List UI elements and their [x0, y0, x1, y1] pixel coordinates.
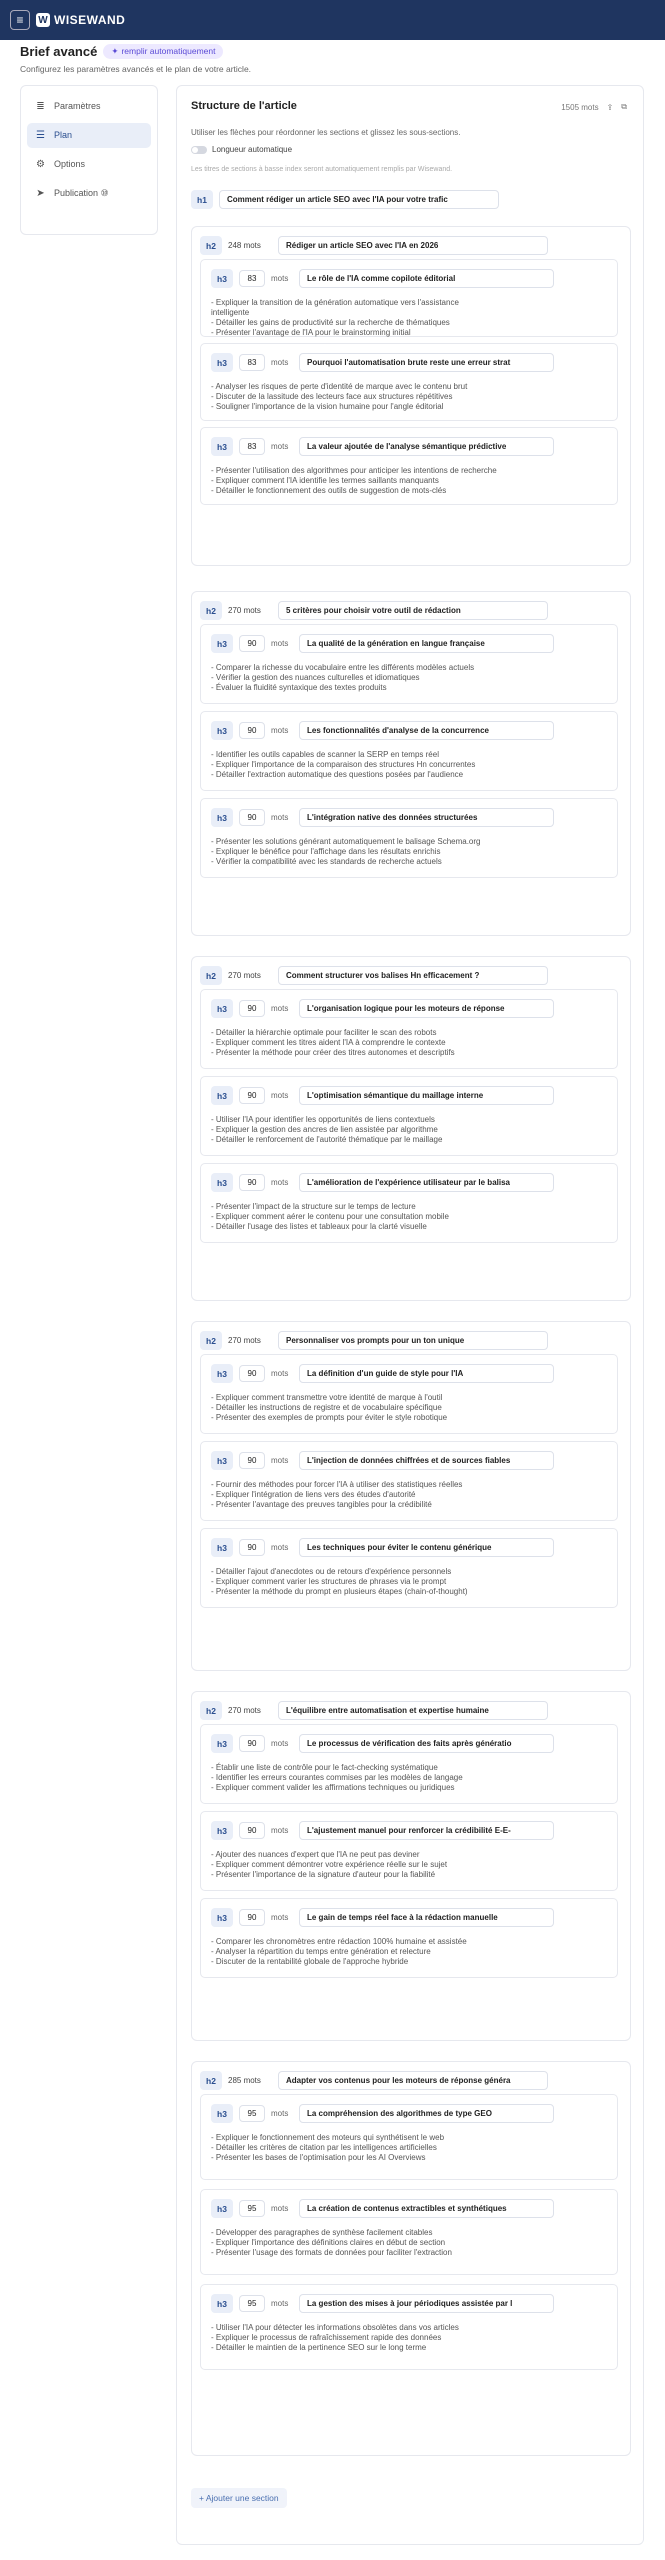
h3-row — [211, 353, 554, 372]
h3-title-input[interactable]: L'optimisation sémantique du maillage interne — [299, 1086, 554, 1105]
h3-subsection — [200, 259, 618, 337]
h2-word-count: 285 mots — [228, 2076, 261, 2085]
bullet-item: - Identifier les erreurs courantes commises par les modèles de langage — [211, 1773, 463, 1782]
h1-row — [191, 190, 499, 209]
h2-tag: h2 — [200, 966, 222, 985]
word-count-input[interactable]: 90 — [239, 809, 265, 826]
h3-tag: h3 — [211, 1734, 233, 1753]
h3-title-input[interactable]: Les techniques pour éviter le contenu générique — [299, 1538, 554, 1557]
auto-fill-button[interactable] — [103, 44, 223, 59]
mots-label: mots — [271, 1456, 289, 1465]
h3-row — [211, 634, 554, 653]
bullet-list — [211, 1763, 609, 1793]
bullet-list — [211, 2228, 609, 2258]
mots-label: mots — [271, 813, 289, 822]
h3-title-input[interactable]: Les fonctionnalités d'analyse de la concurrence — [299, 721, 554, 740]
h2-word-count: 270 mots — [228, 971, 261, 980]
bullet-item: - Détailler la hiérarchie optimale pour faciliter le scan des robots — [211, 1028, 437, 1037]
sidebar-item-label: Publication ⑩ — [54, 188, 109, 198]
h3-row — [211, 1908, 554, 1927]
word-count-input[interactable]: 90 — [239, 1735, 265, 1752]
word-count-input[interactable]: 95 — [239, 2105, 265, 2122]
h3-subsection — [200, 1898, 618, 1978]
bullet-item: - Expliquer comment les titres aident l'IA à comprendre le contexte — [211, 1038, 446, 1047]
sidebar-item-label: Options — [54, 159, 86, 169]
bullet-item: - Discuter de la rentabilité globale de l'approche hybride — [211, 1957, 409, 1966]
h3-title-input[interactable]: La qualité de la génération en langue française — [299, 634, 554, 653]
h3-row — [211, 269, 554, 288]
h2-row — [200, 1331, 548, 1350]
h3-title-input[interactable]: Pourquoi l'automatisation brute reste une erreur strat — [299, 353, 554, 372]
h3-tag: h3 — [211, 808, 233, 827]
h3-row — [211, 1538, 554, 1557]
h3-title-input[interactable]: L'organisation logique pour les moteurs de réponse — [299, 999, 554, 1018]
bullet-item: - Présenter la méthode du prompt en plusieurs étapes (chain-of-thought) — [211, 1587, 468, 1596]
page-title: Brief avancé — [20, 43, 98, 59]
h2-title-input[interactable]: Comment structurer vos balises Hn efficacement ? — [278, 966, 548, 985]
bullet-item: - Utiliser l'IA pour détecter les informations obsolètes dans vos articles — [211, 2323, 459, 2332]
h3-subsection — [200, 1076, 618, 1156]
h3-subsection — [200, 343, 618, 421]
h2-word-count: 270 mots — [228, 1336, 261, 1345]
h2-title-input[interactable]: Adapter vos contenus pour les moteurs de réponse généra — [278, 2071, 548, 2090]
h3-subsection — [200, 2284, 618, 2370]
bullet-item: - Analyser les risques de perte d'identité de marque avec le contenu brut — [211, 382, 468, 391]
send-icon: ➤ — [36, 188, 45, 199]
sidebar-item-label: Paramètres — [54, 101, 101, 111]
word-count-input[interactable]: 90 — [239, 635, 265, 652]
h3-row — [211, 2294, 554, 2313]
h2-section — [191, 226, 631, 566]
h2-row — [200, 236, 548, 255]
bullet-item: - Détailler les gains de productivité sur la recherche de thématiques — [211, 318, 450, 327]
h3-tag: h3 — [211, 1538, 233, 1557]
h3-tag: h3 — [211, 2294, 233, 2313]
bullet-list — [211, 1567, 609, 1597]
copy-icon[interactable]: ⧉ — [621, 102, 627, 111]
bullet-list — [211, 1850, 609, 1880]
mots-label: mots — [271, 2109, 289, 2118]
bullet-item: - Vérifier la compatibilité avec les standards de recherche actuels — [211, 857, 442, 866]
structure-subtitle: Utiliser les flèches pour réordonner les sections et glissez les sous-sections. — [191, 128, 461, 137]
bullet-item: - Établir une liste de contrôle pour le fact-checking systématique — [211, 1763, 438, 1772]
h2-section — [191, 1321, 631, 1671]
bullet-item: - Vérifier la gestion des nuances culturelles et idiomatiques — [211, 673, 420, 682]
bullet-item: - Détailler l'extraction automatique des questions posées par l'audience — [211, 770, 464, 779]
bullet-item: - Expliquer comment aérer le contenu pour une consultation mobile — [211, 1212, 449, 1221]
h3-tag: h3 — [211, 999, 233, 1018]
brand-name: WISEWAND — [54, 13, 126, 27]
bullet-item: - Détailler le fonctionnement des outils de suggestion de mots-clés — [211, 486, 447, 495]
bullet-list — [211, 1393, 609, 1423]
word-count-value: 1505 mots — [561, 102, 599, 112]
h3-subsection — [200, 1528, 618, 1608]
word-count-input[interactable]: 90 — [239, 1365, 265, 1382]
h3-tag: h3 — [211, 1908, 233, 1927]
h2-section — [191, 956, 631, 1301]
h3-tag: h3 — [211, 721, 233, 740]
bullet-item: - Détailler les instructions de registre et de vocabulaire spécifique — [211, 1403, 442, 1412]
h2-section — [191, 1691, 631, 2041]
bullet-item: - Expliquer comment démontrer votre expérience réelle sur le sujet — [211, 1860, 448, 1869]
mots-label: mots — [271, 639, 289, 648]
h3-tag: h3 — [211, 2104, 233, 2123]
toggle-label: Longueur automatique — [212, 145, 293, 154]
structure-note: Les titres de sections à basse index seront automatiquement remplis par Wisewand. — [191, 166, 453, 173]
h2-title-input[interactable]: Personnaliser vos prompts pour un ton unique — [278, 1331, 548, 1350]
h3-title-input[interactable]: Le gain de temps réel face à la rédaction manuelle — [299, 1908, 554, 1927]
sidebar-item-publication[interactable] — [27, 181, 151, 206]
h3-title-input[interactable]: Le processus de vérification des faits après génératio — [299, 1734, 554, 1753]
mots-label: mots — [271, 1369, 289, 1378]
structure-panel — [176, 85, 644, 2545]
h3-tag: h3 — [211, 2199, 233, 2218]
bullet-list — [211, 1115, 609, 1145]
h3-title-input[interactable]: L'injection de données chiffrées et de sources fiables — [299, 1451, 554, 1470]
structure-title: Structure de l'article — [191, 100, 297, 112]
bullet-item: - Expliquer le processus de rafraîchissement rapide des données — [211, 2333, 442, 2342]
h3-row — [211, 1364, 554, 1383]
h3-tag: h3 — [211, 1086, 233, 1105]
mots-label: mots — [271, 1913, 289, 1922]
word-count-input[interactable]: 90 — [239, 1000, 265, 1017]
bullet-list — [211, 466, 609, 496]
bullet-item: - Présenter la méthode pour créer des titres autonomes et descriptifs — [211, 1048, 455, 1057]
bullet-item: - Utiliser l'IA pour identifier les opportunités de liens contextuels — [211, 1115, 435, 1124]
bullet-item: - Évaluer la fluidité syntaxique des textes produits — [211, 683, 387, 692]
h3-tag: h3 — [211, 1451, 233, 1470]
bullet-list — [211, 1202, 609, 1232]
h3-subsection — [200, 2189, 618, 2275]
auto-length-toggle[interactable] — [191, 145, 292, 154]
bullet-item: - Expliquer comment valider les affirmations techniques ou juridiques — [211, 1783, 455, 1792]
bullet-list — [211, 1480, 609, 1510]
h3-tag: h3 — [211, 353, 233, 372]
bullet-item: - Analyser la répartition du temps entre génération et relecture — [211, 1947, 431, 1956]
bullet-item: - Expliquer la transition de la génération automatique vers l'assistance — [211, 298, 459, 307]
h3-row — [211, 808, 554, 827]
h2-title-input[interactable]: 5 critères pour choisir votre outil de rédaction — [278, 601, 548, 620]
h3-title-input[interactable]: L'ajustement manuel pour renforcer la crédibilité E-E- — [299, 1821, 554, 1840]
h2-row — [200, 2071, 548, 2090]
bullet-item: - Présenter l'avantage de l'IA pour le brainstorming initial — [211, 328, 411, 337]
word-count-input[interactable]: 95 — [239, 2295, 265, 2312]
h2-tag: h2 — [200, 1701, 222, 1720]
export-icon[interactable]: ⇪ — [606, 102, 614, 112]
h3-row — [211, 1086, 554, 1105]
page-subtitle: Configurez les paramètres avancés et le plan de votre article. — [20, 64, 252, 74]
word-count-input[interactable]: 83 — [239, 270, 265, 287]
sliders-icon: ≣ — [36, 101, 45, 112]
h3-title-input[interactable]: L'amélioration de l'expérience utilisateur par le balisa — [299, 1173, 554, 1192]
bullet-item: - Présenter l'impact de la structure sur le temps de lecture — [211, 1202, 416, 1211]
h2-row — [200, 966, 548, 985]
mots-label: mots — [271, 726, 289, 735]
bullet-item: - Détailler le maintien de la pertinence SEO sur le long terme — [211, 2343, 427, 2352]
word-count-input[interactable]: 83 — [239, 438, 265, 455]
h2-section — [191, 591, 631, 936]
h2-title-input[interactable]: Rédiger un article SEO avec l'IA en 2026 — [278, 236, 548, 255]
mots-label: mots — [271, 442, 289, 451]
h3-row — [211, 999, 554, 1018]
h2-row — [200, 601, 548, 620]
h2-word-count: 248 mots — [228, 241, 261, 250]
h3-subsection — [200, 798, 618, 878]
h3-subsection — [200, 624, 618, 704]
h3-title-input[interactable]: La création de contenus extractibles et synthétiques — [299, 2199, 554, 2218]
sidebar-item-options[interactable] — [27, 152, 151, 177]
h3-title-input[interactable]: La compréhension des algorithmes de type GEO — [299, 2104, 554, 2123]
bullet-item: - Expliquer la gestion des ancres de lien assistée par algorithme — [211, 1125, 438, 1134]
bullet-item: - Développer des paragraphes de synthèse facilement citables — [211, 2228, 433, 2237]
list-icon: ☰ — [36, 130, 45, 141]
h3-title-input[interactable]: Le rôle de l'IA comme copilote éditorial — [299, 269, 554, 288]
bullet-item: - Comparer les chronomètres entre rédaction 100% humaine et assistée — [211, 1937, 467, 1946]
h3-subsection — [200, 427, 618, 505]
bullet-list — [211, 837, 609, 867]
bullet-item: - Présenter l'utilisation des algorithmes pour anticiper les intentions de recherche — [211, 466, 497, 475]
h2-tag: h2 — [200, 1331, 222, 1350]
h3-subsection — [200, 1441, 618, 1521]
logo-icon: W — [36, 13, 50, 27]
mots-label: mots — [271, 1178, 289, 1187]
word-count-input[interactable]: 83 — [239, 354, 265, 371]
mots-label: mots — [271, 1543, 289, 1552]
bullet-item: - Comparer la richesse du vocabulaire entre les différents modèles actuels — [211, 663, 475, 672]
h3-subsection — [200, 1354, 618, 1434]
bullet-item: - Expliquer comment l'IA identifie les termes saillants manquants — [211, 476, 439, 485]
h3-row — [211, 1821, 554, 1840]
bullet-item: - Présenter l'importance de la signature d'auteur pour la fiabilité — [211, 1870, 436, 1879]
add-section-button[interactable]: + Ajouter une section — [191, 2488, 287, 2508]
h3-row — [211, 1451, 554, 1470]
word-count-input[interactable]: 90 — [239, 1822, 265, 1839]
h2-title-input[interactable]: L'équilibre entre automatisation et expertise humaine — [278, 1701, 548, 1720]
bullet-list — [211, 1028, 609, 1058]
bullet-item: - Ajouter des nuances d'expert que l'IA ne peut pas deviner — [211, 1850, 420, 1859]
h3-title-input[interactable]: La gestion des mises à jour périodiques assistée par l — [299, 2294, 554, 2313]
mots-label: mots — [271, 1091, 289, 1100]
bullet-item: - Présenter l'usage des formats de données pour faciliter l'extraction — [211, 2248, 452, 2257]
mots-label: mots — [271, 1826, 289, 1835]
sidebar-item-parametres[interactable] — [27, 94, 151, 119]
h3-subsection — [200, 1811, 618, 1891]
h2-row — [200, 1701, 548, 1720]
word-count-input[interactable]: 90 — [239, 1909, 265, 1926]
mots-label: mots — [271, 2204, 289, 2213]
h3-row — [211, 1734, 554, 1753]
h3-subsection — [200, 711, 618, 791]
h3-row — [211, 721, 554, 740]
bullet-item: - Fournir des méthodes pour forcer l'IA à utiliser des statistiques réelles — [211, 1480, 463, 1489]
h3-tag: h3 — [211, 437, 233, 456]
word-count-input[interactable]: 90 — [239, 1539, 265, 1556]
top-bar — [0, 0, 665, 40]
h2-tag: h2 — [200, 236, 222, 255]
bullet-item: - Expliquer l'importance de la comparaison des structures Hn concurrentes — [211, 760, 476, 769]
word-count — [561, 102, 627, 112]
bullet-item: - Présenter des exemples de prompts pour éviter le style robotique — [211, 1413, 448, 1422]
h3-subsection — [200, 1163, 618, 1243]
gear-icon: ⚙ — [36, 159, 45, 170]
bullet-item: - Expliquer l'intégration de liens vers des études d'autorité — [211, 1490, 416, 1499]
h1-tag: h1 — [191, 190, 213, 209]
h2-tag: h2 — [200, 601, 222, 620]
bullet-item: - Présenter l'avantage des preuves tangibles pour la crédibilité — [211, 1500, 432, 1509]
h3-row — [211, 2199, 554, 2218]
h3-tag: h3 — [211, 1821, 233, 1840]
bullet-item: - Présenter les solutions générant automatiquement le balisage Schema.org — [211, 837, 481, 846]
auto-fill-label: remplir automatiquement — [121, 46, 216, 56]
h2-word-count: 270 mots — [228, 606, 261, 615]
bullet-list — [211, 750, 609, 780]
h3-title-input[interactable]: L'intégration native des données structurées — [299, 808, 554, 827]
bullet-item: - Discuter de la lassitude des lecteurs face aux structures répétitives — [211, 392, 453, 401]
toggle-switch[interactable] — [191, 146, 207, 154]
bullet-list — [211, 298, 609, 338]
h2-section — [191, 2061, 631, 2456]
h3-subsection — [200, 989, 618, 1069]
mots-label: mots — [271, 2299, 289, 2308]
bullet-item: - Présenter les bases de l'optimisation pour les AI Overviews — [211, 2153, 426, 2162]
mots-label: mots — [271, 1739, 289, 1748]
word-count-input[interactable]: 90 — [239, 1174, 265, 1191]
h2-tag: h2 — [200, 2071, 222, 2090]
h3-title-input[interactable]: La définition d'un guide de style pour l'IA — [299, 1364, 554, 1383]
bullet-item: - Expliquer le fonctionnement des moteurs qui synthétisent le web — [211, 2133, 445, 2142]
page-header — [20, 42, 650, 74]
bullet-item: - Identifier les outils capables de scanner la SERP en temps réel — [211, 750, 439, 759]
h3-row — [211, 437, 554, 456]
h3-row — [211, 2104, 554, 2123]
bullet-item: - Détailler l'usage des listes et tableaux pour la clarté visuelle — [211, 1222, 427, 1231]
bullet-list — [211, 2323, 609, 2353]
mots-label: mots — [271, 358, 289, 367]
h3-row — [211, 1173, 554, 1192]
word-count-input[interactable]: 90 — [239, 1452, 265, 1469]
bullet-item: - Détailler l'ajout d'anecdotes ou de retours d'expérience personnels — [211, 1567, 452, 1576]
menu-icon[interactable]: ≡ — [10, 10, 30, 30]
bullet-item: - Expliquer comment transmettre votre identité de marque à l'outil — [211, 1393, 443, 1402]
sidebar-item-label: Plan — [54, 130, 73, 140]
bullet-list — [211, 1937, 609, 1967]
bullet-item: - Expliquer le bénéfice pour l'affichage dans les résultats enrichis — [211, 847, 441, 856]
bullet-item: intelligente — [211, 308, 250, 317]
word-count-input[interactable]: 95 — [239, 2200, 265, 2217]
h3-tag: h3 — [211, 1364, 233, 1383]
h3-tag: h3 — [211, 269, 233, 288]
word-count-input[interactable]: 90 — [239, 722, 265, 739]
sidebar — [20, 85, 158, 235]
bullet-item: - Expliquer l'importance des définitions claires en début de section — [211, 2238, 446, 2247]
h3-subsection — [200, 1724, 618, 1804]
bullet-list — [211, 663, 609, 693]
bullet-item: - Détailler les critères de citation par les intelligences artificielles — [211, 2143, 437, 2152]
h3-tag: h3 — [211, 1173, 233, 1192]
h2-word-count: 270 mots — [228, 1706, 261, 1715]
magic-icon: ✦ — [111, 45, 119, 56]
h1-title-input[interactable]: Comment rédiger un article SEO avec l'IA pour votre trafic — [219, 190, 499, 209]
bullet-list — [211, 382, 609, 412]
bullet-item: - Expliquer comment varier les structures de phrases via le prompt — [211, 1577, 447, 1586]
bullet-list — [211, 2133, 609, 2163]
bullet-item: - Souligner l'importance de la vision humaine pour l'angle éditorial — [211, 402, 444, 411]
sidebar-item-plan[interactable] — [27, 123, 151, 148]
mots-label: mots — [271, 1004, 289, 1013]
h3-subsection — [200, 2094, 618, 2180]
bullet-item: - Détailler le renforcement de l'autorité thématique par le maillage — [211, 1135, 443, 1144]
word-count-input[interactable]: 90 — [239, 1087, 265, 1104]
mots-label: mots — [271, 274, 289, 283]
h3-title-input[interactable]: La valeur ajoutée de l'analyse sémantique prédictive — [299, 437, 554, 456]
h3-tag: h3 — [211, 634, 233, 653]
